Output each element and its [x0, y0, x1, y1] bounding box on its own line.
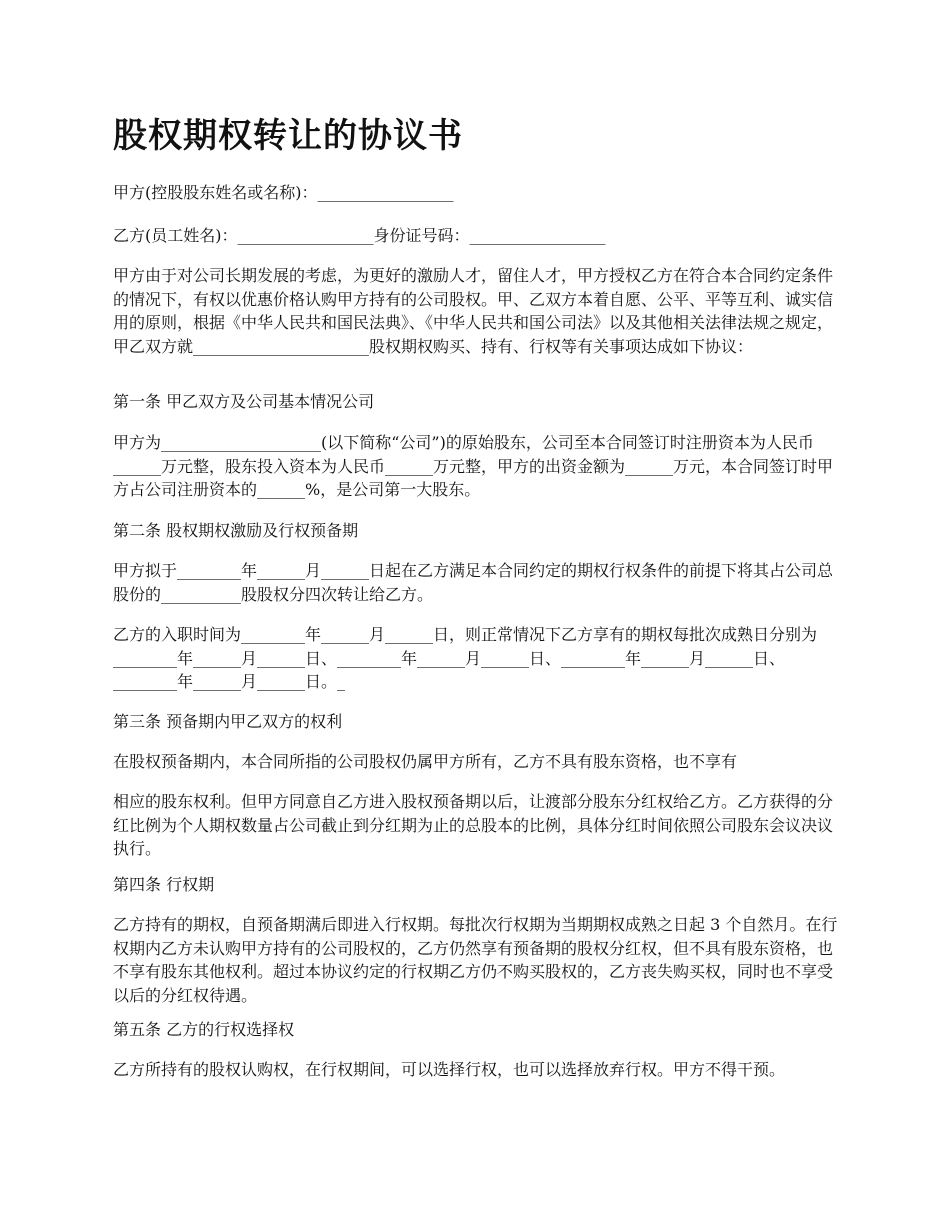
- article-3-heading: 第三条 预备期内甲乙双方的权利: [113, 712, 343, 731]
- document-title: 股权期权转让的协议书: [113, 116, 463, 156]
- article-3-paragraph-2: 相应的股东权利。但甲方同意自乙方进入股权预备期以后，让渡部分股东分红权给乙方。乙方获得的分红比例为个人期权数量占公司截止到分红期为止的总股本的比例，具体分红时间依照公司股东会议决议执行。: [113, 792, 834, 858]
- article-2-paragraph-2: 乙方的入职时间为________年______月______日，则正常情况下乙方享有的期权每批次成熟日分别为________年______月______日、________年______月______日、________年______月______日、________年______月______日。_: [113, 625, 818, 691]
- article-4-paragraph: 乙方持有的期权，自预备期满后即进入行权期。每批次行权期为当期期权成熟之日起 3 个自然月。在行权期内乙方未认购甲方持有的公司股权的，乙方仍然享有预备期的股权分红权，但不具有股东资格，也不享有股东其他权利。超过本协议约定的行权期乙方仍不购买股权的，乙方丧失购买权，同时也不享受以后的分红权待遇。: [113, 915, 838, 1005]
- article-1-heading: 第一条 甲乙双方及公司基本情况公司: [113, 392, 375, 411]
- article-3-paragraph-1: 在股权预备期内，本合同所指的公司股权仍属甲方所有，乙方不具有股东资格，也不享有: [113, 752, 738, 771]
- article-2-heading: 第二条 股权期权激励及行权预备期: [113, 521, 359, 540]
- article-2-paragraph-1: 甲方拟于________年______月______日起在乙方满足本合同约定的期权行权条件的前提下将其占公司总股份的__________股股权分四次转让给乙方。: [113, 561, 834, 604]
- article-1-paragraph: 甲方为____________________(以下简称“公司”)的原始股东，公司至本合同签订时注册资本为人民币______万元整，股东投入资本为人民币______万元整，甲方的出资金额为______万元，本合同签订时甲方占公司注册资本的______%，是公司第一大股东。: [113, 433, 834, 499]
- article-4-heading: 第四条 行权期: [113, 875, 215, 894]
- article-5-paragraph: 乙方所持有的股权认购权，在行权期间，可以选择行权，也可以选择放弃行权。甲方不得干预。: [113, 1060, 786, 1079]
- preamble-paragraph: 甲方由于对公司长期发展的考虑，为更好的激励人才，留住人才，甲方授权乙方在符合本合同约定条件的情况下，有权以优惠价格认购甲方持有的公司股权。甲、乙双方本着自愿、公平、平等互利、诚实信用的原则，根据《中华人民共和国民法典》、《中华人民共和国公司法》以及其他相关法律法规之规定，甲乙双方就______________________股权期权购买、持有、行权等有关事项达成如下协议：: [113, 266, 834, 356]
- party-a-line: 甲方(控股股东姓名或名称)：_________________: [113, 183, 454, 202]
- party-b-line: 乙方(员工姓名)：_________________身份证号码：_________________: [113, 226, 606, 245]
- article-5-heading: 第五条 乙方的行权选择权: [113, 1020, 295, 1039]
